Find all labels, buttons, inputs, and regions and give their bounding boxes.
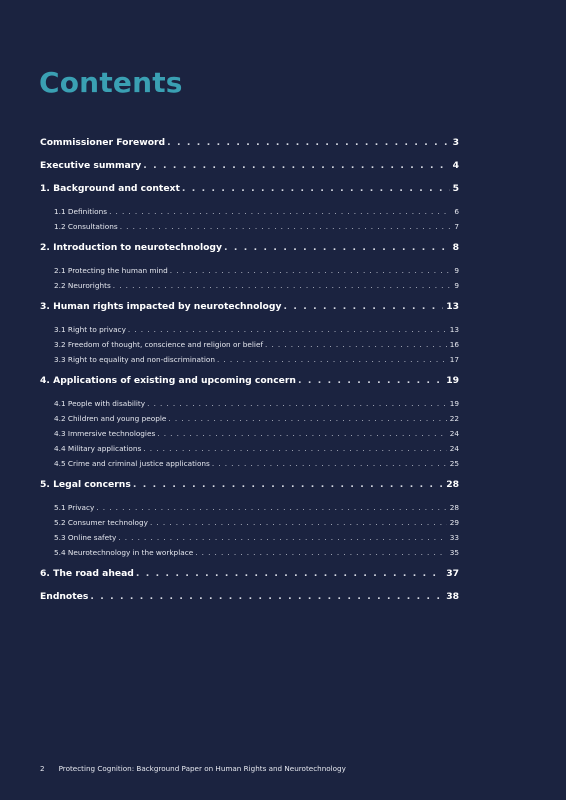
toc-entry-page-number: 19 bbox=[446, 375, 459, 386]
toc-entry-page-number: 28 bbox=[446, 479, 459, 490]
toc-entry-page-number: 5 bbox=[452, 183, 459, 194]
toc-entry-page-number: 13 bbox=[446, 301, 459, 312]
toc-subsection-entry[interactable] bbox=[40, 456, 459, 471]
toc-entry-page-number: 38 bbox=[446, 591, 459, 602]
toc-entry-page-number: 6 bbox=[454, 207, 459, 216]
toc-subsection-entry[interactable] bbox=[40, 500, 459, 515]
spacer bbox=[40, 387, 459, 396]
toc-entry-label: 5.4 Neurotechnology in the workplace bbox=[54, 548, 194, 557]
toc-entry-page-number: 19 bbox=[449, 399, 459, 408]
toc-entry-page-number: 35 bbox=[449, 548, 459, 557]
spacer bbox=[40, 313, 459, 322]
dot-leader bbox=[265, 337, 447, 352]
dot-leader bbox=[113, 278, 452, 293]
toc-entry-label: 3.2 Freedom of thought, conscience and religion or belief bbox=[54, 340, 264, 349]
toc-subsection-entry[interactable] bbox=[40, 219, 459, 234]
dot-leader bbox=[167, 136, 449, 149]
toc-entry-label: 3.1 Right to privacy bbox=[54, 325, 126, 334]
spacer bbox=[40, 367, 459, 374]
toc-section-entry[interactable] bbox=[40, 478, 459, 491]
toc-subsection-entry[interactable] bbox=[40, 411, 459, 426]
toc-entry-page-number: 16 bbox=[449, 340, 459, 349]
toc-section-entry[interactable] bbox=[40, 590, 459, 603]
spacer bbox=[40, 293, 459, 300]
dot-leader bbox=[128, 322, 447, 337]
toc-entry-page-number: 24 bbox=[449, 429, 459, 438]
toc-section-entry[interactable] bbox=[40, 567, 459, 580]
toc-entry-label: 4. Applications of existing and upcoming concern bbox=[40, 375, 296, 386]
dot-leader bbox=[217, 352, 447, 367]
toc-subsection-entry[interactable] bbox=[40, 204, 459, 219]
spacer bbox=[40, 172, 459, 182]
dot-leader bbox=[109, 204, 451, 219]
dot-leader bbox=[90, 590, 443, 603]
toc-subsection-entry[interactable] bbox=[40, 530, 459, 545]
toc-entry-page-number: 8 bbox=[452, 242, 459, 253]
toc-subsection-entry[interactable] bbox=[40, 426, 459, 441]
toc-entry-label: 2. Introduction to neurotechnology bbox=[40, 242, 222, 253]
toc-entry-label: Endnotes bbox=[40, 591, 89, 602]
spacer bbox=[40, 491, 459, 500]
toc-entry-label: 4.2 Children and young people bbox=[54, 414, 167, 423]
toc-entry-page-number: 13 bbox=[449, 325, 459, 334]
toc-subsection-entry[interactable] bbox=[40, 515, 459, 530]
toc-entry-label: 4.3 Immersive technologies bbox=[54, 429, 156, 438]
toc-subsection-entry[interactable] bbox=[40, 545, 459, 560]
dot-leader bbox=[96, 500, 446, 515]
spacer bbox=[40, 471, 459, 478]
toc-entry-label: 1.1 Definitions bbox=[54, 207, 108, 216]
dot-leader bbox=[212, 456, 447, 471]
spacer bbox=[40, 149, 459, 159]
toc-entry-label: 6. The road ahead bbox=[40, 568, 134, 579]
spacer bbox=[40, 254, 459, 263]
dot-leader bbox=[147, 396, 447, 411]
toc-entry-label: 4.5 Crime and criminal justice applications bbox=[54, 459, 210, 468]
footer-document-title: Protecting Cognition: Background Paper on Human Rights and Neurotechnology bbox=[58, 764, 346, 773]
toc-entry-page-number: 24 bbox=[449, 444, 459, 453]
toc-subsection-entry[interactable] bbox=[40, 352, 459, 367]
toc-section-entry[interactable] bbox=[40, 136, 459, 149]
toc-section-entry[interactable] bbox=[40, 159, 459, 172]
toc-entry-label: 3.3 Right to equality and non-discrimination bbox=[54, 355, 215, 364]
toc-entry-page-number: 17 bbox=[449, 355, 459, 364]
toc-entry-page-number: 4 bbox=[452, 160, 459, 171]
toc-entry-label: 2.1 Protecting the human mind bbox=[54, 266, 168, 275]
page-footer bbox=[40, 764, 346, 773]
toc-subsection-entry[interactable] bbox=[40, 337, 459, 352]
toc-entry-page-number: 29 bbox=[449, 518, 459, 527]
spacer bbox=[40, 195, 459, 204]
toc-entry-label: 5.1 Privacy bbox=[54, 503, 95, 512]
toc-entry-label: Executive summary bbox=[40, 160, 142, 171]
spacer bbox=[40, 580, 459, 590]
toc-entry-page-number: 25 bbox=[449, 459, 459, 468]
dot-leader bbox=[120, 219, 452, 234]
dot-leader bbox=[143, 441, 446, 456]
dot-leader bbox=[170, 263, 452, 278]
toc-subsection-entry[interactable] bbox=[40, 396, 459, 411]
toc-subsection-entry[interactable] bbox=[40, 263, 459, 278]
toc-subsection-entry[interactable] bbox=[40, 278, 459, 293]
toc-entry-page-number: 9 bbox=[454, 266, 459, 275]
toc-entry-label: 4.1 People with disability bbox=[54, 399, 146, 408]
toc-entry-page-number: 9 bbox=[454, 281, 459, 290]
dot-leader bbox=[118, 530, 446, 545]
toc-entry-label: 1. Background and context bbox=[40, 183, 180, 194]
toc-section-entry[interactable] bbox=[40, 374, 459, 387]
toc-entry-label: 5.2 Consumer technology bbox=[54, 518, 148, 527]
toc-entry-page-number: 28 bbox=[449, 503, 459, 512]
toc-entry-label: 5. Legal concerns bbox=[40, 479, 131, 490]
toc-entry-page-number: 3 bbox=[452, 137, 459, 148]
spacer bbox=[40, 234, 459, 241]
toc-entry-label: 5.3 Online safety bbox=[54, 533, 117, 542]
dot-leader bbox=[283, 300, 443, 313]
toc-entry-page-number: 22 bbox=[449, 414, 459, 423]
dot-leader bbox=[143, 159, 449, 172]
table-of-contents bbox=[40, 136, 459, 613]
dot-leader bbox=[136, 567, 443, 580]
toc-section-entry[interactable] bbox=[40, 182, 459, 195]
toc-section-entry[interactable] bbox=[40, 241, 459, 254]
toc-section-entry[interactable] bbox=[40, 300, 459, 313]
toc-entry-label: 1.2 Consultations bbox=[54, 222, 118, 231]
footer-page-number: 2 bbox=[40, 764, 45, 773]
spacer bbox=[40, 560, 459, 567]
toc-entry-page-number: 33 bbox=[449, 533, 459, 542]
dot-leader bbox=[168, 411, 446, 426]
toc-entry-label: 2.2 Neurorights bbox=[54, 281, 111, 290]
dot-leader bbox=[195, 545, 447, 560]
dot-leader bbox=[298, 374, 443, 387]
dot-leader bbox=[150, 515, 447, 530]
toc-entry-label: 3. Human rights impacted by neurotechnology bbox=[40, 301, 282, 312]
toc-entry-label: 4.4 Military applications bbox=[54, 444, 142, 453]
dot-leader bbox=[157, 426, 446, 441]
dot-leader bbox=[224, 241, 450, 254]
toc-subsection-entry[interactable] bbox=[40, 322, 459, 337]
page-title: Contents bbox=[39, 66, 183, 99]
dot-leader bbox=[133, 478, 443, 491]
toc-entry-page-number: 7 bbox=[454, 222, 459, 231]
toc-entry-label: Commissioner Foreword bbox=[40, 137, 166, 148]
toc-entry-page-number: 37 bbox=[446, 568, 459, 579]
spacer bbox=[40, 603, 459, 613]
dot-leader bbox=[182, 182, 450, 195]
toc-subsection-entry[interactable] bbox=[40, 441, 459, 456]
